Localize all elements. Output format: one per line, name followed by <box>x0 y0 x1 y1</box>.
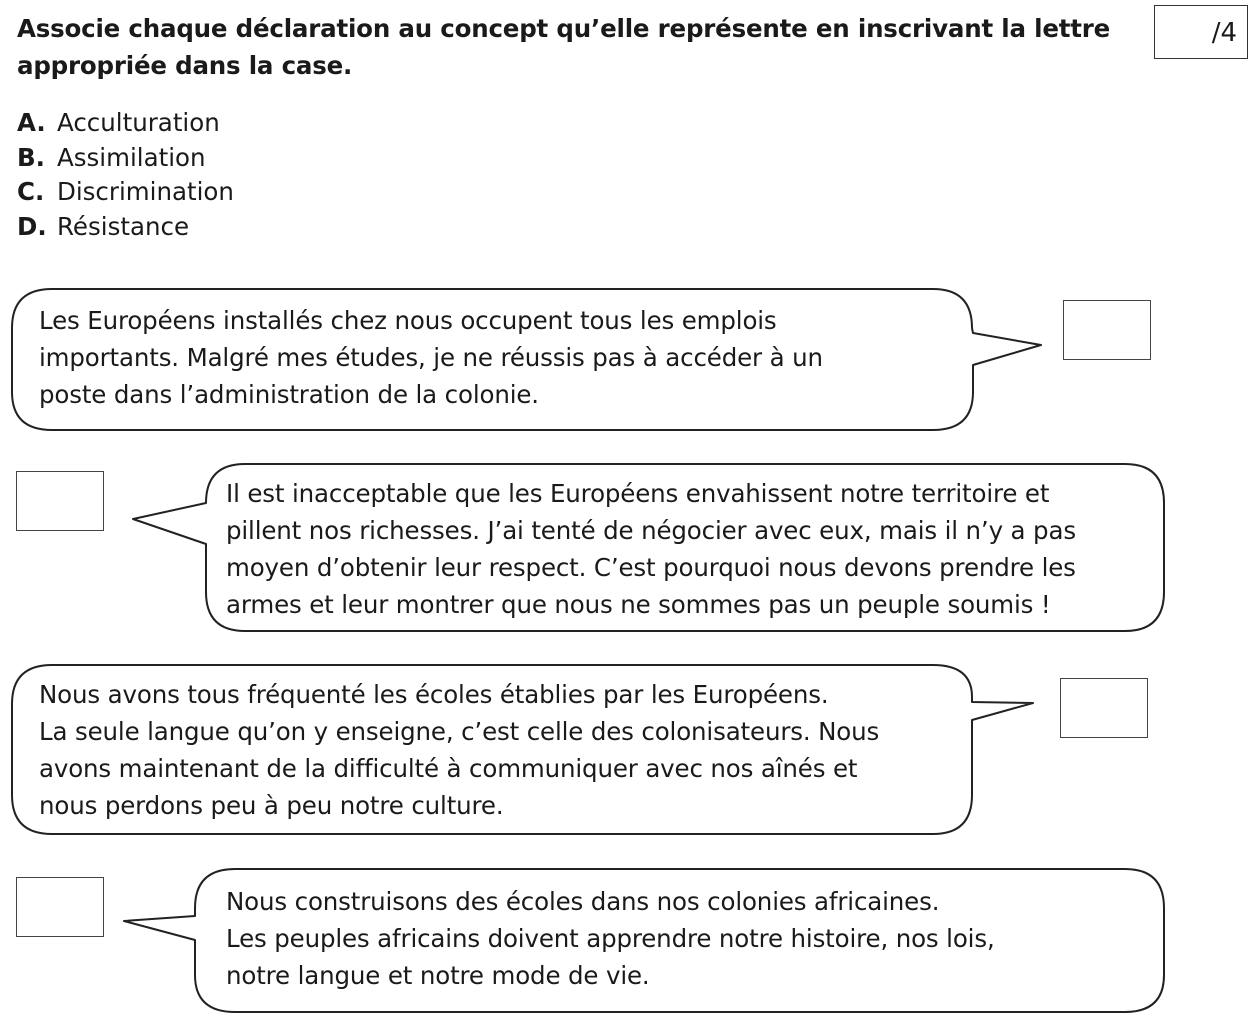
statement-line: poste dans l’administration de la colonie. <box>39 380 539 409</box>
answer-box-1[interactable] <box>1063 300 1151 360</box>
option-label: Résistance <box>57 211 190 241</box>
statement-line: Il est inacceptable que les Européens envahissent notre territoire et <box>226 479 1050 508</box>
statement-line: nous perdons peu à peu notre culture. <box>39 791 504 820</box>
statement-line: Les Européens installés chez nous occupent tous les emplois <box>39 306 777 335</box>
statement-line: moyen d’obtenir leur respect. C’est pourquoi nous devons prendre les <box>226 553 1076 582</box>
option-letter: B. <box>17 142 45 172</box>
statement-line: Les peuples africains doivent apprendre notre histoire, nos lois, <box>226 924 995 953</box>
statement-line: Nous construisons des écoles dans nos colonies africaines. <box>226 887 940 916</box>
option-letter: D. <box>17 211 47 241</box>
option-letter: C. <box>17 177 45 207</box>
statement-line: importants. Malgré mes études, je ne réussis pas à accéder à un <box>39 343 823 372</box>
statement-4-text <box>226 883 995 994</box>
instructions-line-2: appropriée dans la case. <box>17 51 353 80</box>
statement-line: La seule langue qu’on y enseigne, c’est celle des colonisateurs. Nous <box>39 717 880 746</box>
statement-line: notre langue et notre mode de vie. <box>226 961 650 990</box>
score-label: /4 <box>1211 18 1237 48</box>
option-letter: A. <box>17 108 46 137</box>
option-label: Acculturation <box>57 108 220 137</box>
statement-line: armes et leur montrer que nous ne sommes pas un peuple soumis ! <box>226 590 1051 619</box>
answer-box-3[interactable] <box>1060 678 1148 738</box>
statement-line: Nous avons tous fréquenté les écoles établies par les Européens. <box>39 680 829 709</box>
option-label: Discrimination <box>57 177 234 207</box>
statement-line: pillent nos richesses. J’ai tenté de négocier avec eux, mais il n’y a pas <box>226 516 1076 545</box>
statement-2-text <box>226 475 1076 623</box>
statement-line: avons maintenant de la difficulté à communiquer avec nos aînés et <box>39 754 858 783</box>
instructions-line-1: Associe chaque déclaration au concept qu’elle représente en inscrivant la lettre <box>17 14 1111 43</box>
answer-box-2[interactable] <box>16 471 104 531</box>
option-label: Assimilation <box>57 142 206 172</box>
answer-box-4[interactable] <box>16 877 104 937</box>
statement-3-text <box>39 676 879 824</box>
statement-1-text <box>39 302 823 413</box>
